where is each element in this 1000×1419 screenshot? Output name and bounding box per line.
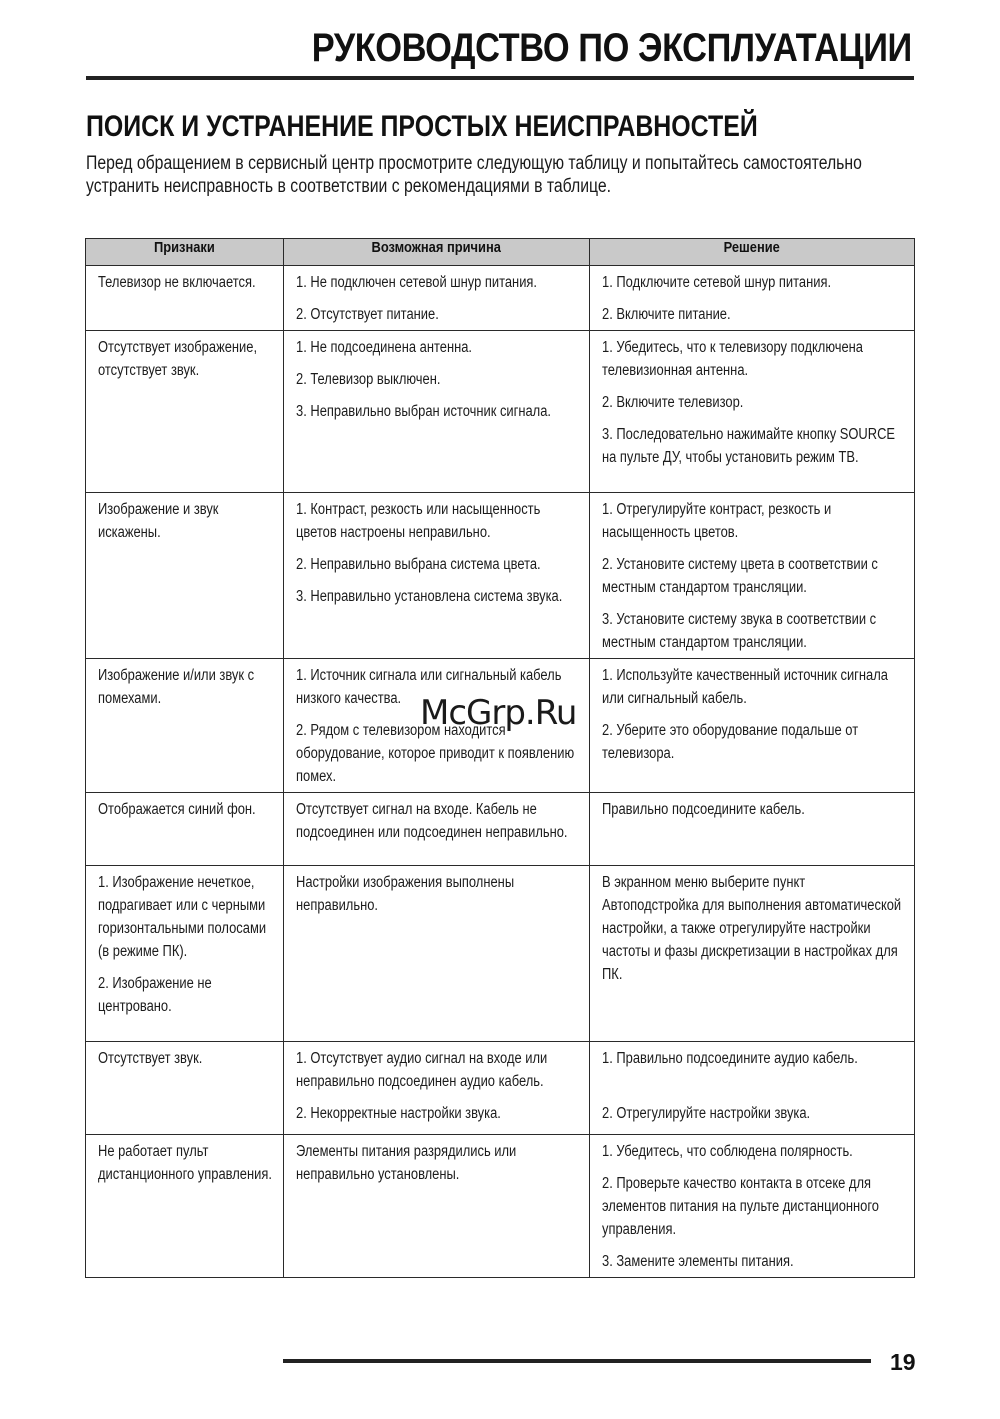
cause-item: 1. Не подсоединена антенна. xyxy=(296,339,473,356)
intro-paragraph xyxy=(86,152,916,198)
cause-item: 2. Отсутствует питание. xyxy=(296,306,439,323)
table-row xyxy=(86,1042,915,1135)
solution-item: 3. Установите систему звука в соответствии с местным стандартом трансляции. xyxy=(602,611,877,651)
solution-item: Правильно подсоедините кабель. xyxy=(602,801,805,818)
solution-cell xyxy=(590,266,915,331)
cause-cell xyxy=(284,866,590,1042)
footer-divider xyxy=(283,1359,871,1363)
solution-cell xyxy=(590,493,915,659)
symptom-cell xyxy=(86,659,284,793)
cause-item: Настройки изображения выполнены неправильно. xyxy=(296,874,515,914)
solution-item: 2. Уберите это оборудование подальше от телевизора. xyxy=(602,722,859,762)
cause-item: 1. Отсутствует аудио сигнал на входе или неправильно подсоединен аудио кабель. xyxy=(296,1050,548,1090)
solution-item: 2. Включите питание. xyxy=(602,306,731,323)
cause-item: Отсутствует сигнал на входе. Кабель не подсоединен или подсоединен неправильно. xyxy=(296,801,568,841)
solution-cell xyxy=(590,1042,915,1135)
cause-item: 3. Неправильно установлена система звука. xyxy=(296,588,563,605)
header-divider xyxy=(86,76,914,80)
intro-line: устранить неисправность в соответствии с рекомендациями в таблице. xyxy=(86,176,612,197)
symptom-cell xyxy=(86,331,284,493)
solution-item: 2. Отрегулируйте настройки звука. xyxy=(602,1105,811,1122)
solution-item: 1. Подключите сетевой шнур питания. xyxy=(602,274,832,291)
table-header-row xyxy=(86,239,915,266)
solution-item: 3. Замените элементы питания. xyxy=(602,1253,794,1270)
solution-cell xyxy=(590,793,915,866)
intro-line: Перед обращением в сервисный центр просмотрите следующую таблицу и попытайтесь самостоятельно xyxy=(86,153,862,174)
table-row xyxy=(86,659,915,793)
symptom-text: Телевизор не включается. xyxy=(98,274,256,291)
cause-item: 2. Телевизор выключен. xyxy=(296,371,441,388)
solution-item: 2. Установите систему цвета в соответствии с местным стандартом трансляции. xyxy=(602,556,878,596)
symptom-text: Изображение и/или звук с помехами. xyxy=(98,667,255,707)
column-header-solutions: Решение xyxy=(590,239,915,266)
symptom-cell xyxy=(86,866,284,1042)
symptom-cell xyxy=(86,1042,284,1135)
cause-item: 1. Источник сигнала или сигнальный кабель низкого качества. xyxy=(296,667,562,707)
section-title: ПОИСК И УСТРАНЕНИЕ ПРОСТЫХ НЕИСПРАВНОСТЕЙ xyxy=(86,110,758,143)
symptom-text: Отображается синий фон. xyxy=(98,801,256,818)
solution-cell xyxy=(590,866,915,1042)
cause-cell xyxy=(284,1135,590,1278)
solution-cell xyxy=(590,1135,915,1278)
page-number: 19 xyxy=(890,1349,916,1375)
symptom-cell xyxy=(86,493,284,659)
cause-item: 3. Неправильно выбран источник сигнала. xyxy=(296,403,551,420)
symptom-cell xyxy=(86,1135,284,1278)
table-row xyxy=(86,866,915,1042)
symptom-text: Не работает пульт дистанционного управления. xyxy=(98,1143,272,1183)
symptom-text: Отсутствует звук. xyxy=(98,1050,203,1067)
solution-item: 1. Правильно подсоедините аудио кабель. xyxy=(602,1050,858,1067)
solution-item: В экранном меню выберите пункт Автоподстройка для выполнения автоматической настройки, а также отрегулируйте настройки частоты и фазы дискретизации в настройках для ПК. xyxy=(602,874,902,983)
table-row xyxy=(86,493,915,659)
table-row xyxy=(86,266,915,331)
solution-cell xyxy=(590,331,915,493)
cause-cell xyxy=(284,493,590,659)
cause-cell xyxy=(284,793,590,866)
symptom-text: 2. Изображение не центровано. xyxy=(98,975,212,1015)
cause-cell xyxy=(284,266,590,331)
watermark: McGrp.Ru xyxy=(420,693,577,733)
solution-item: 2. Проверьте качество контакта в отсеке для элементов питания на пульте дистанционного управления. xyxy=(602,1175,879,1238)
cause-item: 2. Рядом с телевизором находится оборудование, которое приводит к появлению помех. xyxy=(296,722,575,785)
column-header-causes: Возможная причина xyxy=(284,239,590,266)
table-row xyxy=(86,331,915,493)
symptom-cell xyxy=(86,793,284,866)
troubleshooting-table xyxy=(85,238,915,1278)
symptom-text: 1. Изображение нечеткое, подрагивает или с черными горизонтальными полосами (в режиме ПК). xyxy=(98,874,267,960)
cause-cell xyxy=(284,659,590,793)
cause-item: Элементы питания разрядились или неправильно установлены. xyxy=(296,1143,517,1183)
symptom-text: Отсутствует изображение, отсутствует звук. xyxy=(98,339,258,379)
table-row xyxy=(86,1135,915,1278)
solution-item: 2. Включите телевизор. xyxy=(602,394,744,411)
solution-item: 1. Убедитесь, что к телевизору подключена телевизионная антенна. xyxy=(602,339,864,379)
symptom-text: Изображение и звук искажены. xyxy=(98,501,219,541)
solution-item: 1. Используйте качественный источник сигнала или сигнальный кабель. xyxy=(602,667,888,707)
column-header-symptoms: Признаки xyxy=(86,239,284,266)
solution-item: 1. Убедитесь, что соблюдена полярность. xyxy=(602,1143,853,1160)
symptom-cell xyxy=(86,266,284,331)
cause-item: 1. Не подключен сетевой шнур питания. xyxy=(296,274,538,291)
solution-cell xyxy=(590,659,915,793)
cause-cell xyxy=(284,1042,590,1135)
cause-item: 2. Неправильно выбрана система цвета. xyxy=(296,556,541,573)
solution-item: 1. Отрегулируйте контраст, резкость и насыщенность цветов. xyxy=(602,501,832,541)
manual-header-title: РУКОВОДСТВО ПО ЭКСПЛУАТАЦИИ xyxy=(311,26,912,70)
cause-cell xyxy=(284,331,590,493)
cause-item: 2. Некорректные настройки звука. xyxy=(296,1105,501,1122)
cause-item: 1. Контраст, резкость или насыщенность цветов настроены неправильно. xyxy=(296,501,541,541)
solution-item: 3. Последовательно нажимайте кнопку SOURCE на пульте ДУ, чтобы установить режим ТВ. xyxy=(602,426,896,466)
table-row xyxy=(86,793,915,866)
